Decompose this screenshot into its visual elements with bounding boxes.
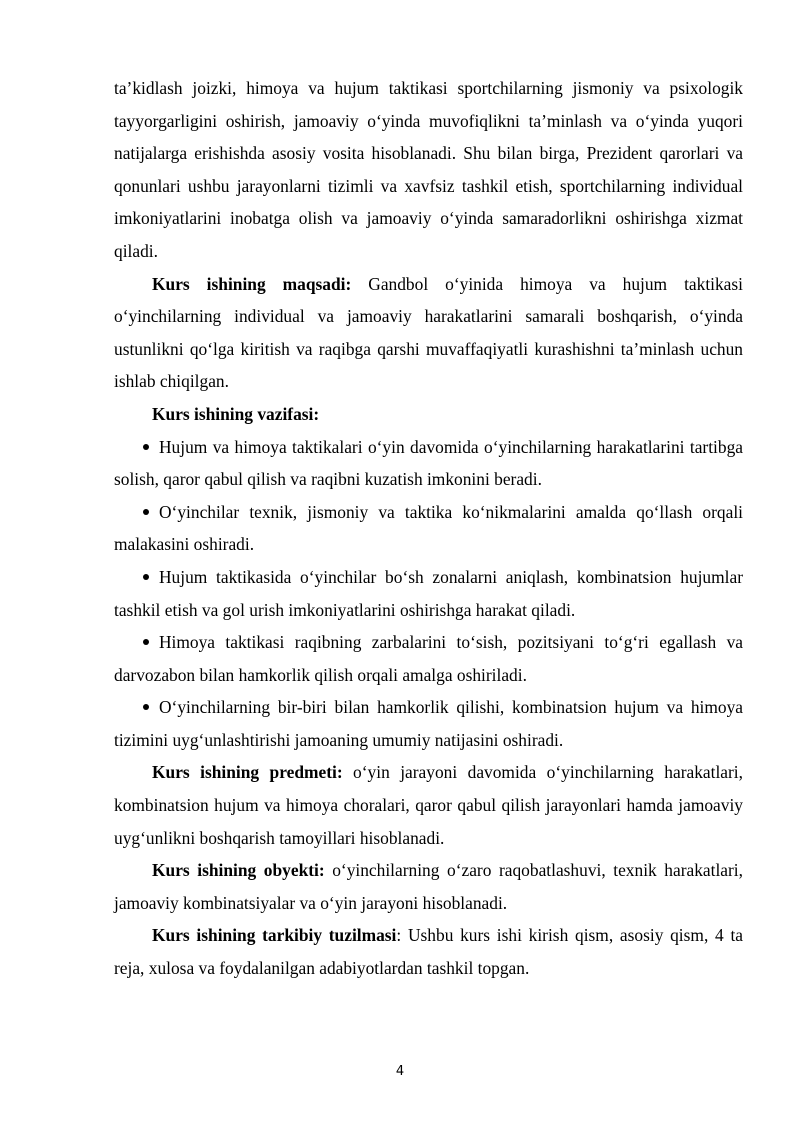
goal-paragraph: [114, 268, 743, 398]
object-text: o‘yinchilarning o‘zaro raqobatlashuvi, texnik harakatlari, jamoaviy kombinatsiyalar va o‘yin jarayoni hisoblanadi.: [114, 860, 743, 913]
object-paragraph: [114, 854, 743, 919]
task-item: [114, 496, 743, 561]
document-page: [114, 72, 743, 985]
task-item-text: Hujum va himoya taktikalari o‘yin davomida o‘yinchilarning harakatlarini tartibga solish, qaror qabul qilish va raqibni kuzatish imkonini beradi.: [114, 436, 743, 490]
subject-text: o‘yin jarayoni davomida o‘yinchilarning harakatlari, kombinatsion hujum va himoya choralari, qaror qabul qilish jarayonlari hamda jamoaviy uyg‘unlikni boshqarish tamoyillari hisoblanadi.: [114, 762, 743, 848]
page-number: 4: [395, 1064, 405, 1079]
task-item: [114, 561, 743, 626]
intro-paragraph: ta’kidlash joizki, himoya va hujum taktikasi sportchilarning jismoniy va psixologik tayyorgarligini oshirish, jamoaviy o‘yinda muvofiqlikni ta’minlash va o‘yinda yuqori natijalarga erishishda asosiy vosita hisoblanadi. Shu bilan birga, Prezident qarorlari va qonunlari ushbu jarayonlarni tizimli va xavfsiz tashkil etish, sportchilarning individual imkoniyatlarini inobatga olish va jamoaviy o‘yinda samaradorlikni oshirishga xizmat qiladi.: [114, 78, 743, 261]
tasks-heading: [114, 398, 743, 431]
bullet-icon: [143, 639, 149, 645]
bullet-icon: [143, 509, 149, 515]
goal-label: Kurs ishining maqsadi:: [152, 273, 352, 294]
task-item: [114, 431, 743, 496]
subject-label: Kurs ishining predmeti:: [152, 762, 343, 783]
bullet-icon: [143, 704, 149, 710]
structure-label: Kurs ishining tarkibiy tuzilmasi: [152, 925, 397, 946]
object-label: Kurs ishining obyekti:: [152, 860, 325, 881]
task-item-text: Himoya taktikasi raqibning zarbalarini to‘sish, pozitsiyani to‘g‘ri egallash va darvozabon bilan hamkorlik qilish orqali amalga oshiriladi.: [114, 632, 743, 685]
task-item: [114, 626, 743, 691]
task-item-text: Hujum taktikasida o‘yinchilar bo‘sh zonalarni aniqlash, kombinatsion hujumlar tashkil etish va gol urish imkoniyatlarini oshirishga harakat qiladi.: [114, 566, 743, 620]
task-item-text: O‘yinchilarning bir-biri bilan hamkorlik qilishi, kombinatsion hujum va himoya tizimini uyg‘unlashtirishi jamoaning umumiy natijasini oshiradi.: [114, 697, 743, 750]
task-item-text: O‘yinchilar texnik, jismoniy va taktika ko‘nikmalarini amalda qo‘llash orqali malakasini oshiradi.: [114, 501, 743, 555]
tasks-label: Kurs ishining vazifasi:: [152, 403, 320, 424]
structure-text: : Ushbu kurs ishi kirish qism, asosiy qism, 4 ta reja, xulosa va foydalanilgan adabiyotlardan tashkil topgan.: [114, 925, 743, 979]
structure-paragraph: [114, 919, 743, 984]
bullet-icon: [143, 574, 149, 580]
subject-paragraph: [114, 756, 743, 854]
bullet-icon: [143, 444, 149, 450]
task-item: [114, 691, 743, 756]
goal-text: Gandbol o‘yinida himoya va hujum taktikasi o‘yinchilarning individual va jamoaviy harakatlarini samarali boshqarish, o‘yinda ustunlikni qo‘lga kiritish va raqibga qarshi muvaffaqiyatli kurashishni ta’minlash uchun ishlab chiqilgan.: [114, 273, 743, 392]
